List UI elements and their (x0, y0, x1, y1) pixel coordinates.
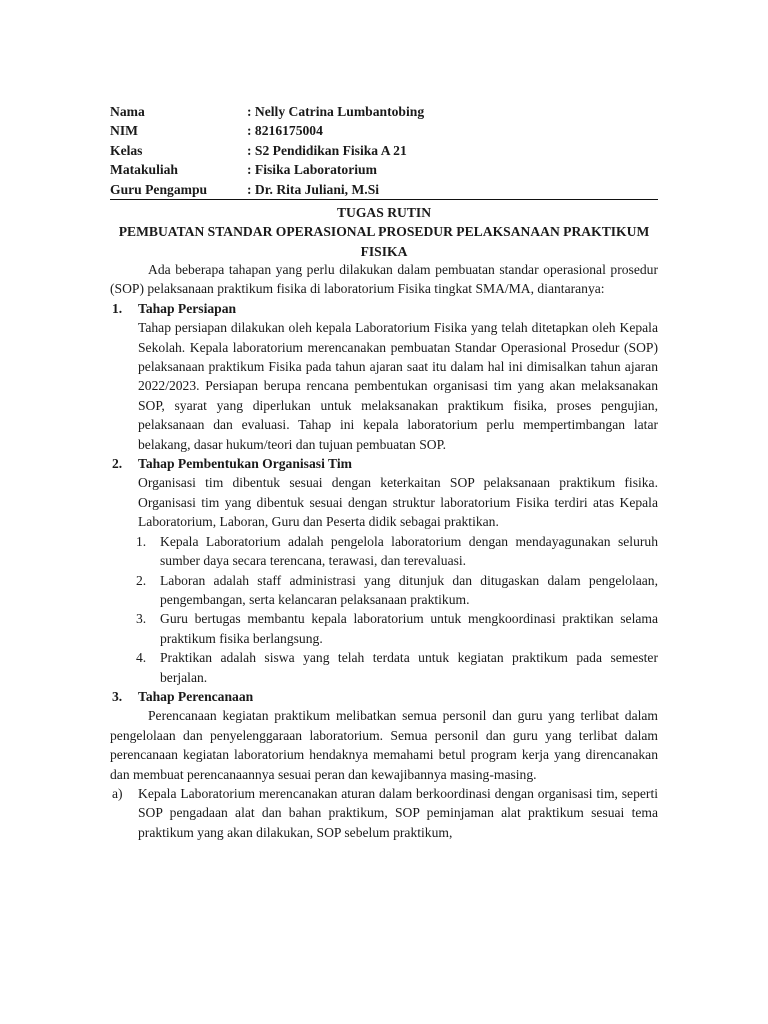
document-title (110, 203, 658, 261)
info-value: : S2 Pendidikan Fisika A 21 (247, 142, 407, 158)
section-title: Tahap Perencanaan (138, 688, 254, 704)
section-heading-2 (110, 454, 658, 473)
list-item (110, 784, 658, 842)
info-label: NIM (110, 123, 138, 139)
info-row-kelas (110, 141, 658, 160)
list-text: Praktikan adalah siswa yang telah terdata untuk kegiatan praktikum pada semester berjalan. (160, 650, 658, 685)
section-text-2: Organisasi tim dibentuk sesuai dengan keterkaitan SOP pelaksanaan praktikum fisika. Organisasi tim yang dibentuk sesuai dengan struktur laboratorium Fisika terdiri atas Kepala Laboratorium, Laboran, Guru dan Peserta didik sebagai praktikan. (138, 475, 658, 530)
list-item (110, 532, 658, 571)
info-value: : Fisika Laboratorium (247, 162, 377, 178)
info-label: Matakuliah (110, 162, 178, 178)
section-title: Tahap Pembentukan Organisasi Tim (138, 456, 352, 472)
header-divider (110, 199, 658, 200)
info-value: : 8216175004 (247, 123, 323, 139)
section-heading-3 (110, 687, 658, 706)
info-row-nim (110, 121, 658, 140)
info-row-matakuliah (110, 160, 658, 179)
title-line-2: PEMBUATAN STANDAR OPERASIONAL PROSEDUR PELAKSANAAN PRAKTIKUM FISIKA (118, 224, 650, 259)
list-item (110, 571, 658, 610)
list-letter: a) (112, 785, 123, 801)
section-number: 1. (112, 300, 123, 316)
list-text: Kepala Laboratorium merencanakan aturan dalam berkoordinasi dengan organisasi tim, seperti SOP pengadaan alat dan bahan praktikum, SOP peminjaman alat praktikum sesuai tema praktikum yang akan dilakukan, SOP sebelum praktikum, (138, 785, 658, 840)
title-line-1: TUGAS RUTIN (336, 205, 432, 220)
info-row-nama (110, 102, 658, 121)
info-label: Kelas (110, 142, 143, 158)
info-row-guru-pengampu (110, 180, 658, 199)
section-title: Tahap Persiapan (138, 300, 237, 316)
list-item (110, 609, 658, 648)
info-label: Guru Pengampu (110, 181, 208, 197)
list-number: 4. (136, 650, 147, 666)
list-number: 1. (136, 533, 147, 549)
info-value: : Nelly Catrina Lumbantobing (247, 104, 425, 119)
section-text-3: Perencanaan kegiatan praktikum melibatkan semua personil dan guru yang terlibat dalam pengelolaan dan penyelenggaraan laboratorium. Semua personil dan guru yang terlibat dalam perencanaan kegiatan laboratorium hendaknya memahami betul program kerja yang direncanakan dan membuat perencanaannya sesuai peran dan kewajibannya masing-masing. (110, 708, 658, 782)
section-text-1: Tahap persiapan dilakukan oleh kepala Laboratorium Fisika yang telah ditetapkan oleh Kepala Sekolah. Kepala laboratorium merencanakan pembuatan Standar Operasional Prosedur (SOP) pelaksanaan praktikum Fisika pada tahun ajaran saat itu dalam hal ini dimisalkan tahun ajaran 2022/2023. Persiapan berupa rencana pembentukan organisasi tim yang akan melaksanakan SOP, syarat yang diperlukan untuk melaksanakan praktikum fisika, proses pengujian, pelaksanaan dan evaluasi. Tahap ini kepala laboratorium perlu mempertimbangan latar belakang, dasar hukum/teori dan tujuan pembuatan SOP. (138, 320, 658, 452)
section-number: 3. (112, 688, 123, 704)
list-text: Guru bertugas membantu kepala laboratorium untuk mengkoordinasi praktikan selama praktikum fisika berlangsung. (160, 611, 658, 646)
info-value: : Dr. Rita Juliani, M.Si (247, 181, 380, 197)
section-heading-1 (110, 299, 658, 318)
list-text: Kepala Laboratorium adalah pengelola laboratorium dengan mendayagunakan seluruh sumber daya secara terencana, terawasi, dan terevaluasi. (160, 533, 658, 569)
list-number: 2. (136, 572, 147, 588)
document-body (110, 260, 658, 842)
intro-paragraph: Ada beberapa tahapan yang perlu dilakukan dalam pembuatan standar operasional prosedur (SOP) pelaksanaan praktikum fisika di laboratorium Fisika tingkat SMA/MA, diantaranya: (110, 262, 658, 297)
student-info (110, 102, 658, 199)
list-number: 3. (136, 611, 147, 627)
info-label: Nama (110, 104, 145, 119)
section-number: 2. (112, 456, 123, 472)
list-item (110, 648, 658, 687)
list-text: Laboran adalah staff administrasi yang ditunjuk dan ditugaskan dalam pengelolaan, pengembangan, serta kelancaran pelaksanaan praktikum. (160, 572, 658, 607)
